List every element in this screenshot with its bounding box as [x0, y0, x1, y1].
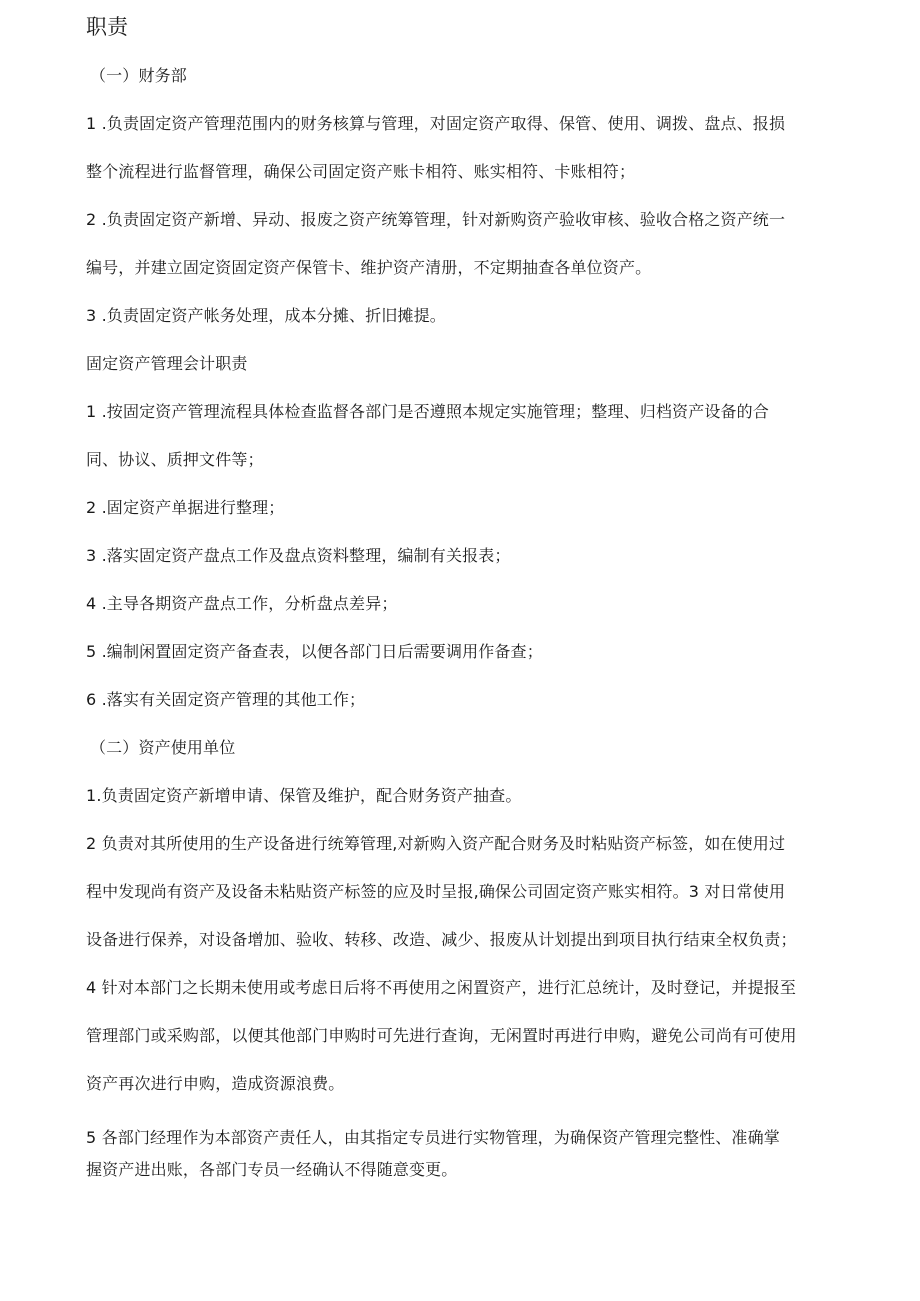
- user-item-5-line-2: 握资产进出账，各部门专员一经确认不得随意变更。: [86, 1160, 458, 1179]
- user-item-4-line-2: 管理部门或采购部，以便其他部门申购时可先进行查询，无闲置时再进行申购，避免公司尚有可使用: [86, 1026, 797, 1045]
- finance-item-1-line-2: 整个流程进行监督管理，确保公司固定资产账卡相符、账实相符、卡账相符；: [86, 162, 636, 181]
- finance-item-1-line-1: 1 .负责固定资产管理范围内的财务核算与管理，对固定资产取得、保管、使用、调拨、盘点、报损: [86, 114, 786, 133]
- user-item-1: 1.负责固定资产新增申请、保管及维护，配合财务资产抽查。: [86, 786, 522, 805]
- user-item-2-line-2: 程中发现尚有资产及设备未粘贴资产标签的应及时呈报,确保公司固定资产账实相符。3 对日常使用: [86, 882, 786, 901]
- finance-item-2-line-1: 2 .负责固定资产新增、异动、报废之资产统筹管理，针对新购资产验收审核、验收合格之资产统一: [86, 210, 786, 229]
- page-title: 职责: [86, 15, 129, 39]
- subheading-asset-accountant: 固定资产管理会计职责: [86, 354, 248, 373]
- accountant-item-1-line-2: 同、协议、质押文件等；: [86, 450, 264, 469]
- accountant-item-1-line-1: 1 .按固定资产管理流程具体检查监督各部门是否遵照本规定实施管理；整理、归档资产设备的合: [86, 402, 769, 421]
- finance-item-2-line-2: 编号，并建立固定资固定资产保管卡、维护资产清册，不定期抽查各单位资产。: [86, 258, 652, 277]
- accountant-item-3: 3 .落实固定资产盘点工作及盘点资料整理，编制有关报表；: [86, 546, 511, 565]
- accountant-item-2: 2 .固定资产单据进行整理；: [86, 498, 285, 517]
- user-item-4-line-1: 4 针对本部门之长期未使用或考虑日后将不再使用之闲置资产，进行汇总统计，及时登记，并提报至: [86, 978, 797, 997]
- accountant-item-5: 5 .编制闲置固定资产备查表，以便各部门日后需要调用作备查；: [86, 642, 543, 661]
- user-item-4-line-3: 资产再次进行申购，造成资源浪费。: [86, 1074, 345, 1093]
- accountant-item-6: 6 .落实有关固定资产管理的其他工作；: [86, 690, 366, 709]
- user-item-5-line-1: 5 各部门经理作为本部资产责任人，由其指定专员进行实物管理，为确保资产管理完整性、准确掌: [86, 1128, 780, 1147]
- section-heading-asset-users: （二）资产使用单位: [90, 738, 236, 757]
- user-item-2-line-1: 2 负责对其所使用的生产设备进行统筹管理,对新购入资产配合财务及时粘贴资产标签，如在使用过: [86, 834, 786, 853]
- user-item-3-line: 设备进行保养，对设备增加、验收、转移、改造、减少、报废从计划提出到项目执行结束全权负责；: [86, 930, 797, 949]
- accountant-item-4: 4 .主导各期资产盘点工作，分析盘点差异；: [86, 594, 398, 613]
- finance-item-3: 3 .负责固定资产帐务处理，成本分摊、折旧摊提。: [86, 306, 446, 325]
- section-heading-finance: （一）财务部: [90, 66, 187, 85]
